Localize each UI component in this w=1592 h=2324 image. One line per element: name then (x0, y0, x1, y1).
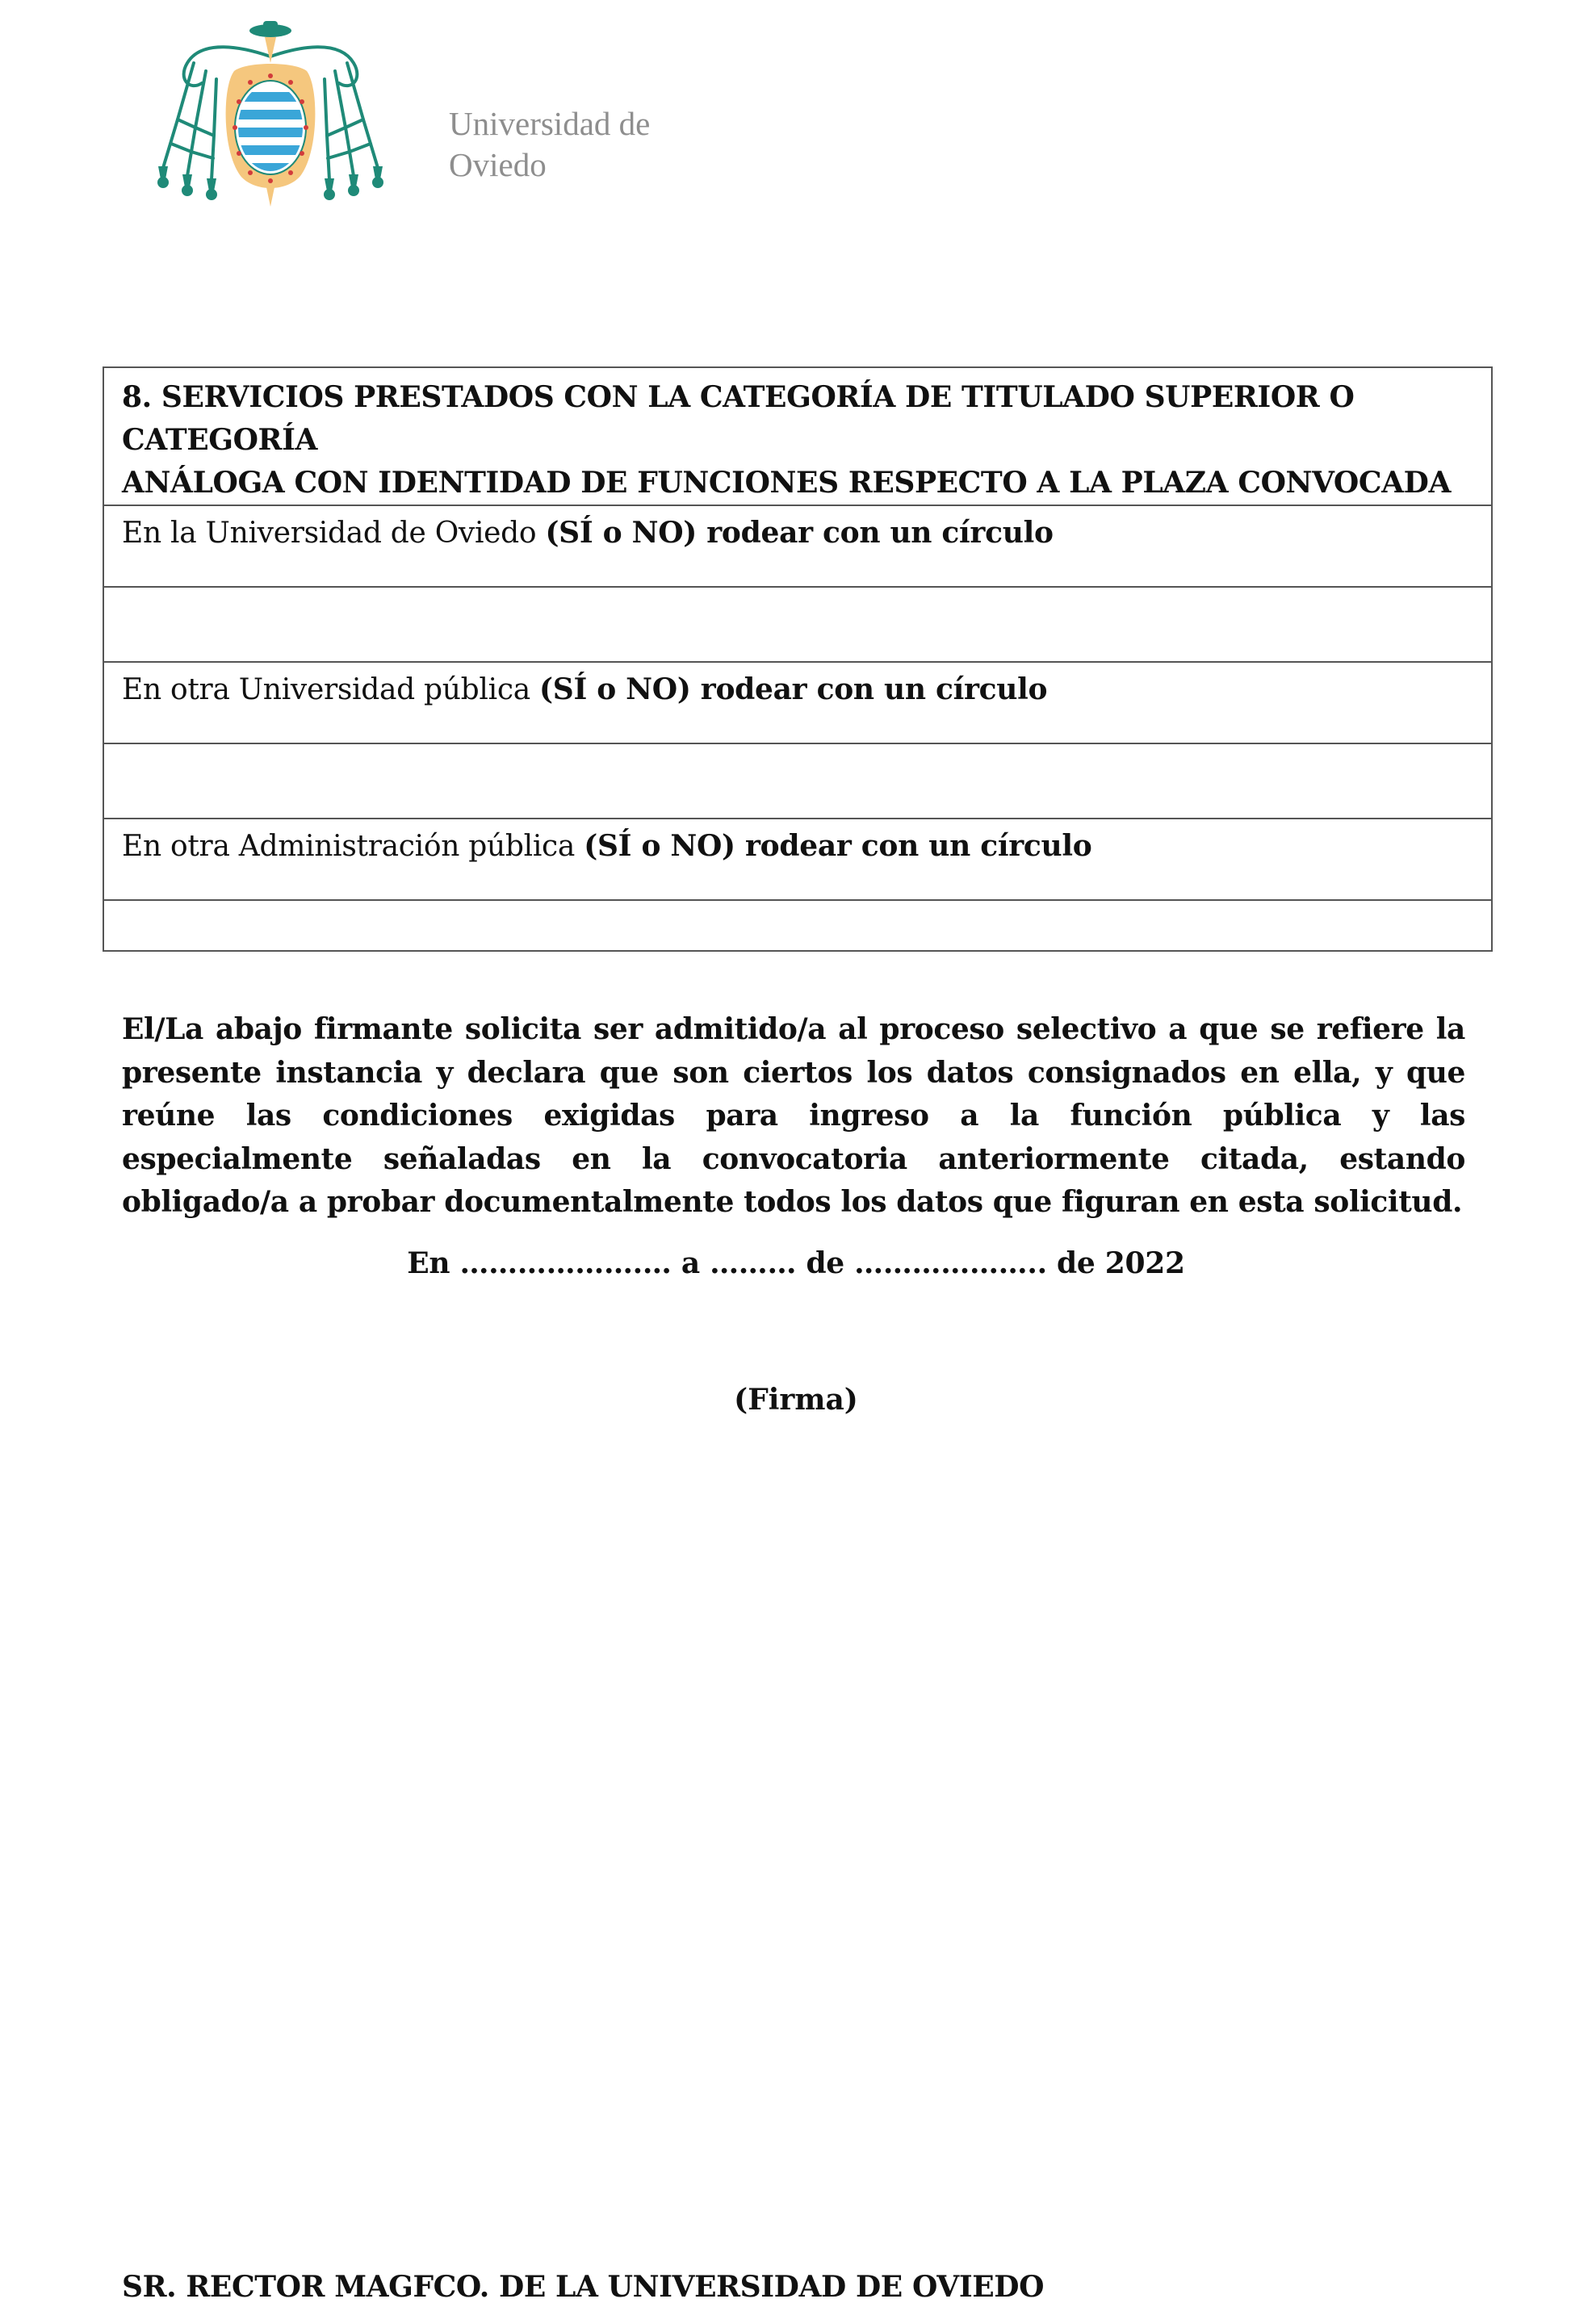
answer-field[interactable] (103, 587, 1492, 662)
section-heading-line2: ANÁLOGA CON IDENTIDAD DE FUNCIONES RESPECTO A LA PLAZA CONVOCADA (122, 466, 1452, 500)
table-heading-row (103, 367, 1492, 505)
table-row-universidad-oviedo (103, 505, 1492, 587)
declaration-paragraph (122, 1008, 1465, 1225)
declaration-text: El/La abajo firmante solicita ser admitido/a al proceso selectivo a que se refiere la presente instancia y declara que son ciertos los datos consignados en ella, y que reúne las condiciones exigidas para ingreso a la función pública y las especialmente señaladas en la convocatoria anteriormente citada, estando obligado/a a probar documentalmente todos los datos que figuran en esta solicitud. (122, 1012, 1465, 1219)
answer-field[interactable] (103, 900, 1492, 951)
university-coat-of-arms-icon (145, 15, 396, 212)
table-row-otra-administracion (103, 819, 1492, 900)
services-table (103, 366, 1493, 952)
table-row-blank (103, 587, 1492, 662)
addressee: SR. RECTOR MAGFCO. DE LA UNIVERSIDAD DE OVIEDO (122, 2270, 1045, 2304)
yes-no-option[interactable]: (SÍ o NO) rodear con un círculo (584, 829, 1092, 863)
institution-name (449, 103, 650, 186)
answer-field[interactable] (103, 743, 1492, 819)
signature-label: (Firma) (734, 1383, 858, 1417)
institution-name-line1: Universidad de (449, 105, 651, 142)
section-heading-line1: 8. SERVICIOS PRESTADOS CON LA CATEGORÍA DE TITULADO SUPERIOR O CATEGORÍA (122, 380, 1355, 457)
question-label: En otra Universidad pública (122, 673, 540, 706)
table-row-blank (103, 900, 1492, 951)
table-row-blank (103, 743, 1492, 819)
question-label: En otra Administración pública (122, 830, 584, 863)
question-cell[interactable] (103, 819, 1492, 900)
yes-no-option[interactable]: (SÍ o NO) rodear con un círculo (539, 672, 1048, 706)
yes-no-option[interactable]: (SÍ o NO) rodear con un círculo (545, 516, 1054, 550)
section-heading (103, 367, 1492, 505)
question-cell[interactable] (103, 662, 1492, 743)
table-row-otra-universidad (103, 662, 1492, 743)
question-label: En la Universidad de Oviedo (122, 517, 546, 550)
institution-name-line2: Oviedo (449, 146, 547, 183)
question-cell[interactable] (103, 505, 1492, 587)
date-line[interactable]: En ……………….… a ……… de ……………….. de 2022 (407, 1246, 1185, 1280)
